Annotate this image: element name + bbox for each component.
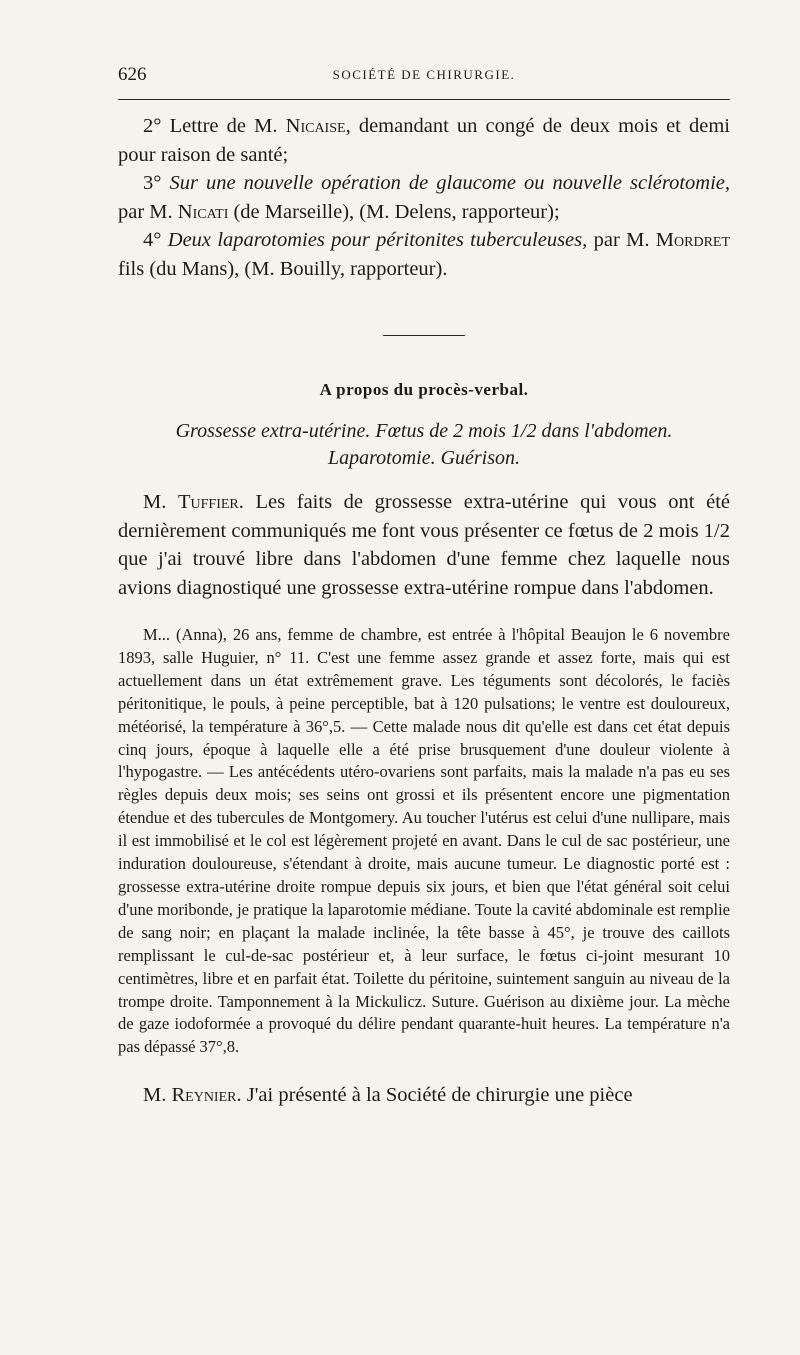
header-rule (118, 99, 730, 100)
page-number: 626 (118, 64, 147, 85)
page-body (118, 112, 730, 1110)
author-name: Nicati (177, 200, 229, 223)
case-report-paragraph: M... (Anna), 26 ans, femme de chambre, est entrée à l'hôpital Beaujon le 6 novembre 1893, salle Huguier, n° 11. C'est une femme assez grande et assez forte, mais qui est actuellement dans un état extrêmement grave. Les téguments sont décolorés, le faciès péritonitique, le pouls, à peine perceptible, bat à 120 pulsations; le ventre est douloureux, météorisé, la température à 36°,5. — Cette malade nous dit qu'elle est dans cet état depuis cinq jours, époque à laquelle elle a été prise brusquement d'une douleur violente à l'hypogastre. — Les antécédents utéro-ovariens sont parfaits, mais la malade n'a pas eu ses règles depuis deux mois; ses seins ont grossi et ils présentent encore une pigmentation étendue et des tubercules de Montgomery. Au toucher l'utérus est celui d'une nullipare, mais il est immobilisé et le col est légèrement projeté en avant. Dans le cul de sac postérieur, une induration douloureuse, s'étendant à droite, mais aucune tumeur. Le diagnostic porté est : grossesse extra-utérine droite rompue depuis six jours, et bien que l'état général soit celui d'une moribonde, je pratique la laparotomie médiane. Toute la cavité abdominale est remplie de sang noir; en plaçant la malade inclinée, la tête basse à 45°, je trouve des caillots remplissant le cul-de-sac postérieur et, à leur surface, le fœtus ci-joint mesurant 10 centimètres, libre et en parfait état. Toilette du péritoine, suintement sanguin au niveau de la trompe droite. Tamponnement à la Mickulicz. Suture. Guérison au dixième jour. La mèche de gaze iodoformée a provoqué du délire pendant quarante-huit heures. La température n'a pas dépassé 37°,8. (118, 625, 730, 1057)
speaker-name: Reynier (171, 1084, 237, 1107)
page-header (118, 64, 730, 88)
author-name: Mordret (655, 229, 731, 251)
section-separator (383, 335, 465, 336)
reynier-paragraph: M. Reynier. J'ai présenté à la Société de chirurgie une pièce (143, 1084, 633, 1107)
list-item-2: 2° Lettre de M. Nicaise, demandant un congé de deux mois et demi pour raison de santé; (118, 115, 730, 166)
author-name: Nicaise (285, 115, 346, 137)
speaker-name: Tuffier (178, 491, 239, 513)
section-title: A propos du procès-verbal. (319, 380, 529, 399)
paper-title: Deux laparotomies pour péritonites tuberculeuses, (167, 229, 588, 251)
list-item-3: 3° Sur une nouvelle opération de glaucome ou nouvelle sclérotomie, par M. Nicati (de Marseille), (M. Delens, rapporteur); (118, 172, 731, 223)
running-title: SOCIÉTÉ DE CHIRURGIE. (332, 67, 516, 82)
list-item-4: 4° Deux laparotomies pour péritonites tuberculeuses, par M. Mordret fils (du Mans), (M. Bouilly, rapporteur). (118, 229, 731, 280)
paper-title: Sur une nouvelle opération de glaucome ou nouvelle sclérotomie, (169, 172, 731, 194)
section-subtitle: Grossesse extra-utérine. Fœtus de 2 mois 1/2 dans l'abdomen. Laparotomie. Guérison. (175, 420, 673, 469)
tuffier-paragraph: M. Tuffier. Les faits de grossesse extra-utérine qui vous ont été dernièrement communiqués me font vous présenter ce fœtus de 2 mois 1/2 que j'ai trouvé libre dans l'abdomen d'une femme chez laquelle nous avions diagnostiqué une grossesse extra-utérine rompue dans l'abdomen. (118, 491, 731, 599)
